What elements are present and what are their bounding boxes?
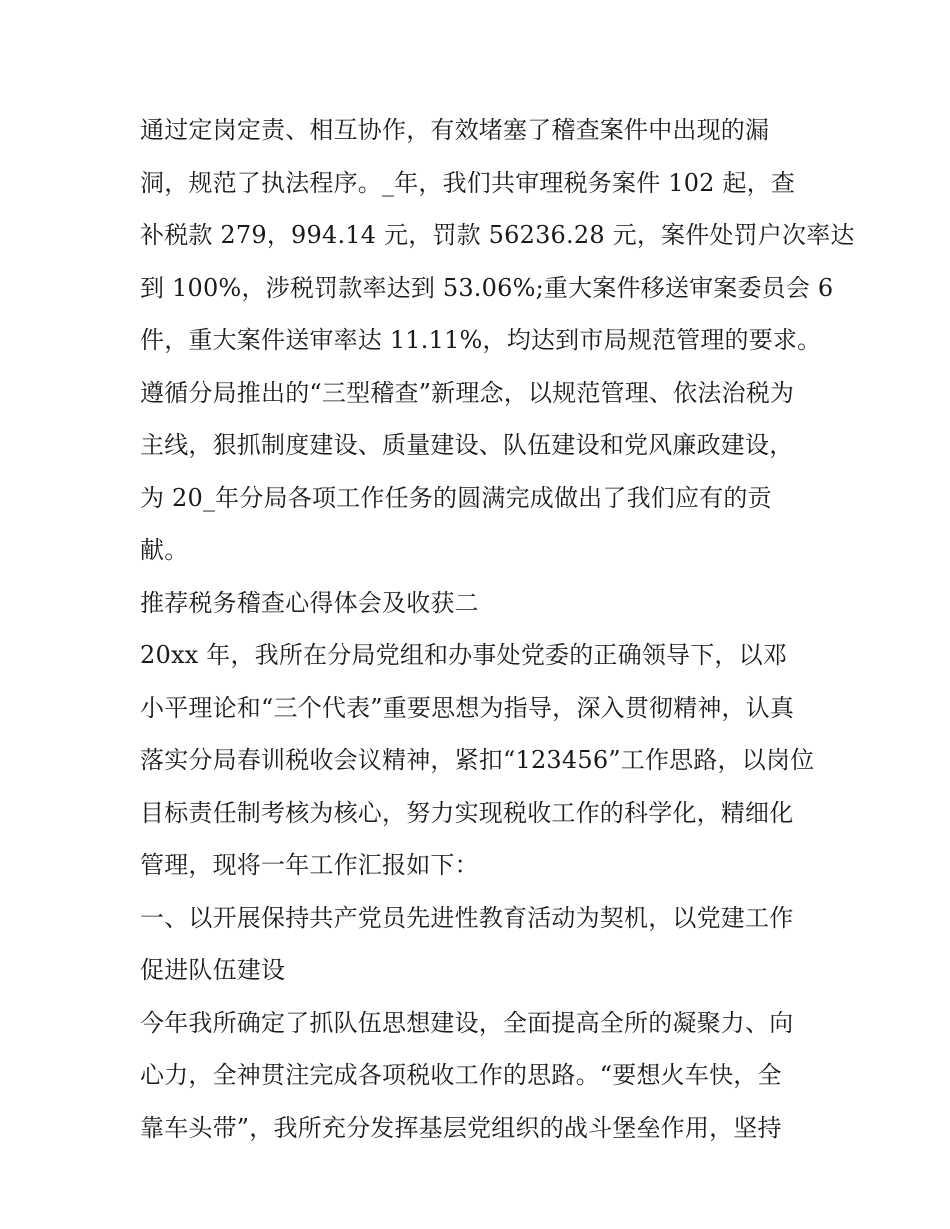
text-line: 今年我所确定了抓队伍思想建设，全面提高全所的凝聚力、向 — [140, 1008, 794, 1037]
subheading-line: 促进队伍建设 — [140, 956, 286, 984]
text-line: 主线，狠抓制度建设、质量建设、队伍建设和党风廉政建设， — [140, 431, 794, 459]
subheading-line: 一、以开展保持共产党员先进性教育活动为契机，以党建工作 — [140, 903, 794, 932]
text-line: 靠车头带”，我所充分发挥基层党组织的战斗堡垒作用，坚持 — [140, 1113, 782, 1142]
document-body — [140, 104, 855, 1154]
text-line: 小平理论和“三个代表”重要思想为指导，深入贯彻精神，认真 — [140, 693, 795, 722]
text-line: 为 20_年分局各项工作任务的圆满完成做出了我们应有的贡 — [140, 483, 772, 512]
text-line: 落实分局春训税收会议精神，紧扣“123456”工作思路，以岗位 — [140, 746, 815, 774]
text-line: 献。 — [140, 536, 189, 564]
text-line: 通过定岗定责、相互协作，有效堵塞了稽查案件中出现的漏 — [140, 116, 770, 144]
text-line: 遵循分局推出的“三型稽查”新理念，以规范管理、依法治税为 — [140, 378, 795, 407]
text-line: 件，重大案件送审率达 11.11%，均达到市局规范管理的要求。 — [140, 326, 822, 354]
text-line: 洞，规范了执法程序。_年，我们共审理税务案件 102 起，查 — [140, 168, 796, 197]
text-line: 目标责任制考核为核心，努力实现税收工作的科学化，精细化 — [140, 798, 794, 827]
text-line: 补税款 279，994.14 元，罚款 56236.28 元，案件处罚户次率达 — [140, 221, 855, 249]
section-heading: 推荐税务稽查心得体会及收获二 — [140, 588, 479, 617]
text-line: 到 100%，涉税罚款率达到 53.06%;重大案件移送审案委员会 6 — [140, 273, 834, 302]
text-line: 心力，全神贯注完成各项税收工作的思路。“要想火车快，全 — [140, 1061, 782, 1089]
text-line: 20xx 年，我所在分局党组和办事处党委的正确领导下，以邓 — [140, 641, 788, 669]
text-line: 管理，现将一年工作汇报如下： — [140, 851, 479, 879]
